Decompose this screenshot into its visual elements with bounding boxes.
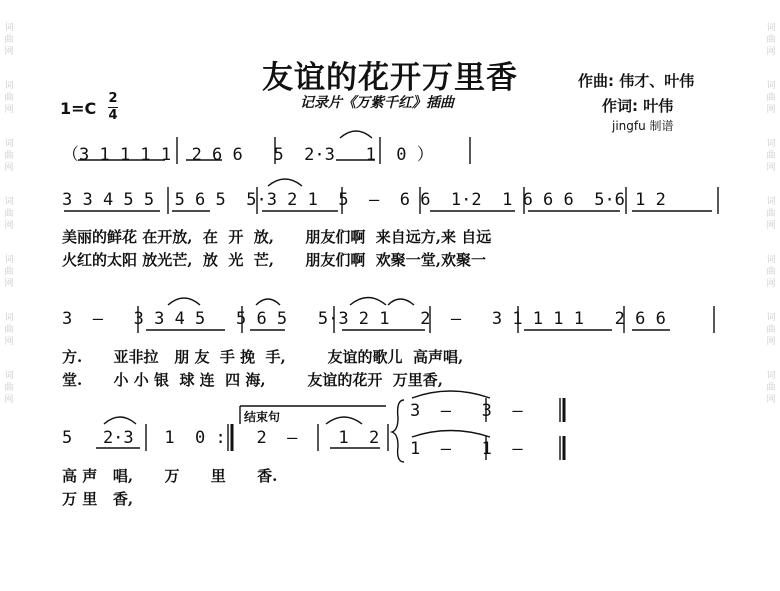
watermark-char: 曲 — [766, 151, 776, 161]
composer-credit: 作曲: 伟才、叶伟 — [578, 72, 695, 90]
watermark-char: 曲 — [4, 383, 14, 393]
watermark-char: 网 — [766, 395, 776, 405]
lyrics-line-4-verse-1: 高 声 唱, 万 里 香. — [62, 467, 278, 485]
notation-line-4-upper-voice: 3 – 3 – — [410, 401, 523, 421]
watermark-char: 曲 — [4, 151, 14, 161]
lyrics-line-4-verse-2: 万 里 香, — [62, 490, 134, 508]
notation-line-1: （3 1 1 1 1 2 6 6 5 2·3 1 0 ） — [62, 145, 434, 165]
notation-line-4-lower-voice: 1 – 1 – — [410, 439, 523, 459]
watermark-char: 曲 — [766, 325, 776, 335]
watermark-char: 网 — [766, 105, 776, 115]
watermark-char: 词 — [766, 139, 776, 149]
time-signature-top: 2 — [108, 91, 118, 106]
lyrics-line-2-verse-1: 美丽的鲜花 在开放, 在 开 放, 朋友们啊 来自远方,来 自远 — [62, 228, 492, 246]
watermark-char: 网 — [4, 279, 14, 289]
watermark-char: 词 — [4, 197, 14, 207]
watermark-char: 曲 — [766, 267, 776, 277]
ending-label: 结束句 — [244, 410, 281, 424]
watermark-char: 词 — [4, 139, 14, 149]
watermark-char: 词 — [766, 23, 776, 33]
watermark-char: 词 — [4, 81, 14, 91]
notation-line-2: 3 3 4 5 5 5 6 5 5·3 2 1 5 – 6 6 1·2 1 6 6 6 5·6 1 2 — [62, 190, 666, 210]
notation-line-3: 3 – 3 3 4 5 5 6 5 5·3 2 1 2 – 3 1 1 1 1 2 6 6 — [62, 309, 666, 329]
watermark-char: 词 — [4, 23, 14, 33]
watermark-char: 网 — [4, 395, 14, 405]
lyrics-line-3-verse-2: 堂. 小 小 银 球 连 四 海, 友谊的花开 万里香, — [62, 371, 444, 389]
watermark-char: 曲 — [766, 35, 776, 45]
watermark-char: 词 — [766, 197, 776, 207]
watermark-char: 网 — [4, 47, 14, 57]
watermark-char: 曲 — [4, 325, 14, 335]
song-subtitle: 记录片《万紫千红》插曲 — [300, 95, 454, 111]
watermark-char: 网 — [766, 163, 776, 173]
key-signature: 1=C — [60, 99, 97, 118]
watermark-char: 词 — [4, 313, 14, 323]
notation-line-4: 5 2·3 1 0 : 2 – 1 2 — [62, 428, 380, 448]
watermark-char: 曲 — [766, 383, 776, 393]
watermark-char: 曲 — [766, 93, 776, 103]
watermark-char: 网 — [4, 163, 14, 173]
watermark-char: 曲 — [4, 93, 14, 103]
watermark-char: 词 — [766, 255, 776, 265]
watermark-char: 网 — [766, 47, 776, 57]
lyrics-line-3-verse-1: 方. 亚非拉 朋 友 手 挽 手, 友谊的歌儿 高声唱, — [62, 348, 464, 366]
song-title: 友谊的花开万里香 — [262, 60, 518, 96]
watermark-char: 网 — [4, 105, 14, 115]
watermark-char: 网 — [766, 279, 776, 289]
watermark-char: 网 — [766, 221, 776, 231]
time-signature-bottom: 4 — [108, 108, 118, 123]
watermark-char: 词 — [4, 371, 14, 381]
watermark-char: 曲 — [4, 35, 14, 45]
lyricist-credit: 作词: 叶伟 — [602, 97, 674, 115]
watermark-char: 网 — [4, 221, 14, 231]
watermark-char: 词 — [4, 255, 14, 265]
watermark-char: 曲 — [4, 209, 14, 219]
watermark-char: 曲 — [766, 209, 776, 219]
watermark-char: 曲 — [4, 267, 14, 277]
transcriber-credit: jingfu 制谱 — [612, 119, 674, 133]
lyrics-line-2-verse-2: 火红的太阳 放光芒, 放 光 芒, 朋友们啊 欢聚一堂,欢聚一 — [62, 251, 487, 269]
watermark-char: 网 — [4, 337, 14, 347]
watermark-char: 词 — [766, 81, 776, 91]
watermark-char: 词 — [766, 371, 776, 381]
watermark-char: 网 — [766, 337, 776, 347]
watermark-char: 词 — [766, 313, 776, 323]
